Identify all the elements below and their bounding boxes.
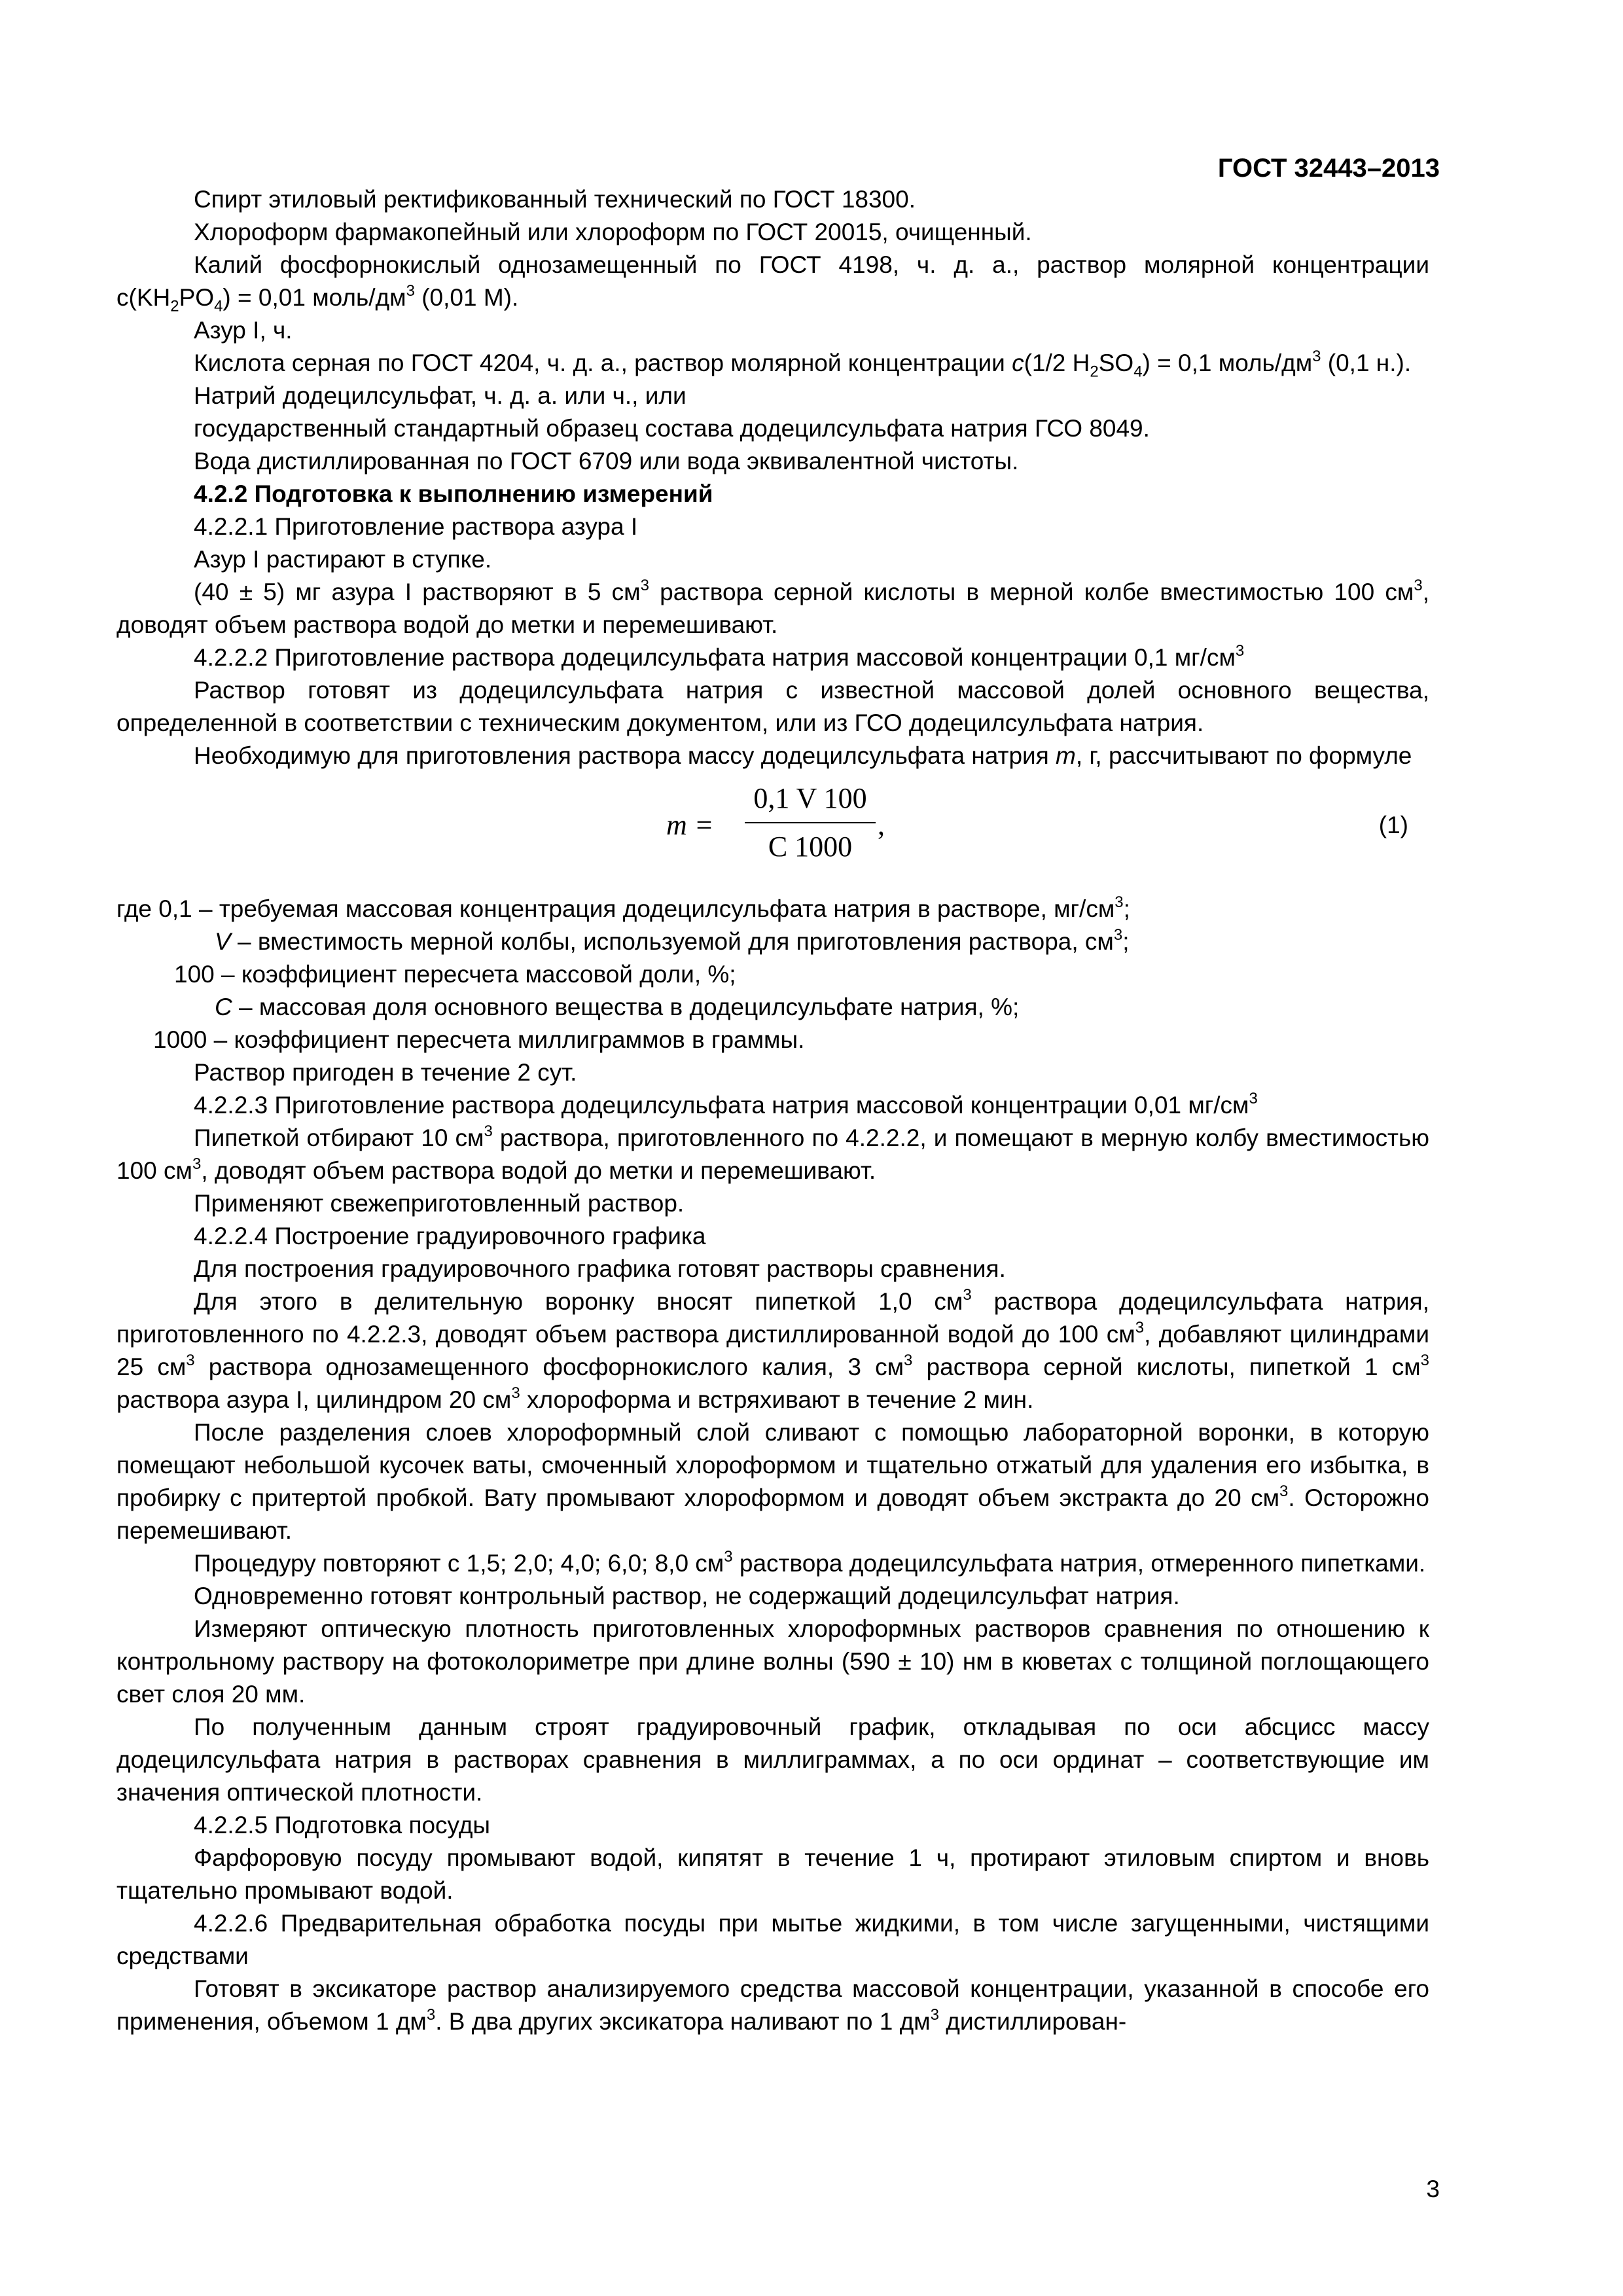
- paragraph: Для построения градуировочного графика готовят растворы сравнения.: [194, 1255, 1006, 1282]
- superscript: 3: [1235, 641, 1245, 660]
- paragraph-pipette: [116, 1122, 1429, 1187]
- page-number: 3: [1426, 2176, 1440, 2202]
- superscript: 3: [1312, 347, 1321, 365]
- text: (1/2 H: [1024, 350, 1090, 376]
- text: SO: [1098, 350, 1134, 376]
- subscript: 2: [1090, 363, 1099, 381]
- legend-row: [116, 893, 1429, 925]
- text: PO: [179, 284, 215, 311]
- var-v: V: [215, 928, 231, 955]
- formula-legend: [116, 893, 1429, 1056]
- superscript: 3: [426, 2005, 436, 2024]
- subsection-heading: 4.2.2.4 Построение градуировочного графика: [194, 1223, 706, 1249]
- text: . В два других эксикатора наливают по 1 дм: [435, 2008, 931, 2035]
- paragraph-funnel: [116, 1285, 1429, 1416]
- text: – массовая доля основного вещества в додецилсульфате натрия, %;: [232, 994, 1020, 1020]
- paragraph: Хлороформ фармакопейный или хлороформ по ГОСТ 20015, очищенный.: [194, 219, 1032, 245]
- text: Калий фосфорнокислый однозамещенный по ГОСТ 4198, ч. д. а., раствор молярной концентрации с(KH: [116, 251, 1429, 311]
- text: раствора додецилсульфата натрия, приготовленного по 4.2.2.3, доводят объем раствора дистиллированной водой до 100 см: [116, 1288, 1429, 1348]
- text: Пипеткой отбирают 10 см: [194, 1124, 484, 1151]
- superscript: 3: [963, 1285, 972, 1304]
- formula-1: [116, 778, 1429, 876]
- text: Процедуру повторяют с 1,5; 2,0; 4,0; 6,0; 8,0 см: [194, 1550, 724, 1577]
- text: ) = 0,01 моль/дм: [223, 284, 406, 311]
- text: Необходимую для приготовления раствора массу додецилсульфата натрия: [194, 742, 1056, 769]
- superscript: 3: [930, 2005, 939, 2024]
- paragraph: Фарфоровую посуду промывают водой, кипятят в течение 1 ч, протирают этиловым спиртом и вновь тщательно промывают водой.: [116, 1844, 1429, 1904]
- superscript: 3: [192, 1155, 202, 1173]
- superscript: 3: [904, 1351, 913, 1369]
- text: раствора додецилсульфата натрия, отмеренного пипетками.: [732, 1550, 1426, 1577]
- paragraph: Одновременно готовят контрольный раствор, не содержащий додецилсульфат натрия.: [194, 1583, 1180, 1609]
- paragraph: Раствор готовят из додецилсульфата натрия с известной массовой долей основного вещества, определенной в соответствии с техническим документом, или из ГСО додецилсульфата натрия.: [116, 677, 1429, 736]
- var-c: с: [1012, 350, 1024, 376]
- text: – вместимость мерной колбы, используемой для приготовления раствора, см: [230, 928, 1114, 955]
- paragraph: Применяют свежеприготовленный раствор.: [194, 1190, 685, 1217]
- subsection-heading: 4.2.2.5 Подготовка посуды: [194, 1812, 491, 1839]
- formula-denominator: C 1000: [768, 831, 853, 863]
- text: раствора серной кислоты в мерной колбе вместимостью 100 см: [649, 579, 1414, 605]
- text: (40 ± 5) мг азура I растворяют в 5 см: [194, 579, 641, 605]
- text: ) = 0,1 моль/дм: [1142, 350, 1313, 376]
- superscript: 3: [1249, 1089, 1258, 1107]
- paragraph: Азур I растирают в ступке.: [194, 546, 492, 573]
- text: (0,01 М).: [414, 284, 519, 311]
- superscript: 3: [640, 576, 649, 594]
- text: хлороформа и встряхивают в течение 2 мин.: [520, 1386, 1034, 1413]
- paragraph-mass: [116, 740, 1429, 772]
- legend-row: [116, 991, 1429, 1024]
- superscript: 3: [1113, 925, 1123, 944]
- paragraph-separation: [116, 1416, 1429, 1547]
- text: дистиллирован-: [938, 2008, 1127, 2035]
- subscript: 2: [170, 297, 179, 315]
- legend-row: [116, 925, 1429, 958]
- formula-fraction: [745, 778, 876, 868]
- superscript: 3: [1279, 1482, 1289, 1500]
- paragraph: Раствор пригоден в течение 2 сут.: [194, 1059, 577, 1086]
- section-heading: 4.2.2 Подготовка к выполнению измерений: [194, 480, 713, 507]
- superscript: 3: [406, 281, 415, 300]
- text: , доводят объем раствора водой до метки и перемешивают.: [201, 1157, 876, 1184]
- text: раствора, приготовленного по 4.2.2.2, и помещают в мерную колбу вместимостью 100 см: [116, 1124, 1429, 1184]
- superscript: 3: [186, 1351, 195, 1369]
- paragraph: государственный стандартный образец состава додецилсульфата натрия ГСО 8049.: [194, 415, 1150, 442]
- standard-header: ГОСТ 32443–2013: [1217, 154, 1440, 183]
- text: Кислота серная по ГОСТ 4204, ч. д. а., раствор молярной концентрации: [194, 350, 1012, 376]
- text: Готовят в эксикаторе раствор анализируемого средства массовой концентрации, указанной в способе его применения, объемом 1 дм: [116, 1975, 1429, 2035]
- text: , добавляют цилиндрами 25 см: [116, 1321, 1429, 1380]
- subsection-heading: [116, 641, 1429, 674]
- text: раствора однозамещенного фосфорнокислого калия, 3 см: [194, 1354, 904, 1380]
- text: раствора серной кислоты, пипеткой 1 см: [912, 1354, 1421, 1380]
- paragraph: Вода дистиллированная по ГОСТ 6709 или вода эквивалентной чистоты.: [194, 448, 1019, 475]
- subsection-heading: 4.2.2.1 Приготовление раствора азура I: [194, 513, 638, 540]
- subsection-heading: [116, 1089, 1429, 1122]
- superscript: 3: [484, 1122, 493, 1140]
- text: раствора азура I, цилиндром 20 см: [116, 1386, 512, 1413]
- text: , доводят объем раствора водой до метки и перемешивают.: [116, 579, 1429, 638]
- superscript: 3: [1414, 576, 1423, 594]
- superscript: 3: [724, 1547, 733, 1566]
- subscript: 4: [1133, 363, 1143, 381]
- paragraph-repeat: [116, 1547, 1429, 1580]
- superscript: 3: [1115, 893, 1124, 911]
- formula-number: (1): [1378, 812, 1408, 838]
- text: ;: [1122, 928, 1130, 955]
- fraction-bar: [745, 822, 876, 823]
- formula-comma: ,: [878, 809, 885, 841]
- paragraph-azur-dissolve: [116, 576, 1429, 641]
- text: После разделения слоев хлороформный слой сливают с помощью лабораторной воронки, в которую помещают небольшой кусочек ваты, смоченный хлороформом и тщательно отжатый для удаления его избытка, в пробирку с притертой пробкой. Вату промывают хлороформом и доводят объем экстракта до 20 см: [116, 1419, 1429, 1511]
- legend-row: 1000 – коэффициент пересчета миллиграммов в граммы.: [153, 1026, 805, 1053]
- paragraph: По полученным данным строят градуировочный график, откладывая по оси абсцисс массу додецилсульфата натрия в растворах сравнения в миллиграммах, а по оси ординат – соответствующие им значения оптической плотности.: [116, 1713, 1429, 1806]
- paragraph-desiccator: [116, 1973, 1429, 2038]
- legend-row: 100 – коэффициент пересчета массовой доли, %;: [174, 961, 736, 988]
- text: Для этого в делительную воронку вносят пипеткой 1,0 см: [194, 1288, 963, 1315]
- paragraph: Натрий додецилсульфат, ч. д. а. или ч., или: [194, 382, 687, 409]
- paragraph-acid: [116, 347, 1429, 380]
- text: где 0,1 – требуемая массовая концентрация додецилсульфата натрия в растворе, мг/см: [116, 895, 1115, 922]
- document-body: [116, 183, 1429, 2038]
- var-m: m: [1056, 742, 1076, 769]
- superscript: 3: [1420, 1351, 1429, 1369]
- formula-numerator: 0,1 V 100: [753, 782, 867, 814]
- superscript: 3: [511, 1384, 520, 1402]
- text: 4.2.2.3 Приготовление раствора додецилсульфата натрия массовой концентрации 0,01 мг/см: [194, 1092, 1249, 1119]
- formula-lhs: m =: [666, 809, 714, 841]
- text: , г, рассчитывают по формуле: [1075, 742, 1412, 769]
- paragraph: Измеряют оптическую плотность приготовленных хлороформных растворов сравнения по отношению к контрольному раствору на фотоколориметре при длине волны (590 ± 10) нм в кюветах с толщиной поглощающего свет слоя 20 мм.: [116, 1615, 1429, 1708]
- var-c: C: [215, 994, 232, 1020]
- text: 4.2.2.2 Приготовление раствора додецилсульфата натрия массовой концентрации 0,1 мг/см: [194, 644, 1236, 671]
- paragraph: Спирт этиловый ректификованный технический по ГОСТ 18300.: [194, 186, 916, 213]
- subsection-heading: 4.2.2.6 Предварительная обработка посуды при мытье жидкими, в том числе загущенными, чистящими средствами: [116, 1910, 1429, 1969]
- subscript: 4: [214, 297, 223, 315]
- paragraph: Азур I, ч.: [194, 317, 293, 344]
- text: . Осторожно перемешивают.: [116, 1484, 1429, 1544]
- text: ;: [1123, 895, 1130, 922]
- paragraph-kh2po4: [116, 249, 1429, 314]
- superscript: 3: [1135, 1318, 1145, 1336]
- text: (0,1 н.).: [1321, 350, 1412, 376]
